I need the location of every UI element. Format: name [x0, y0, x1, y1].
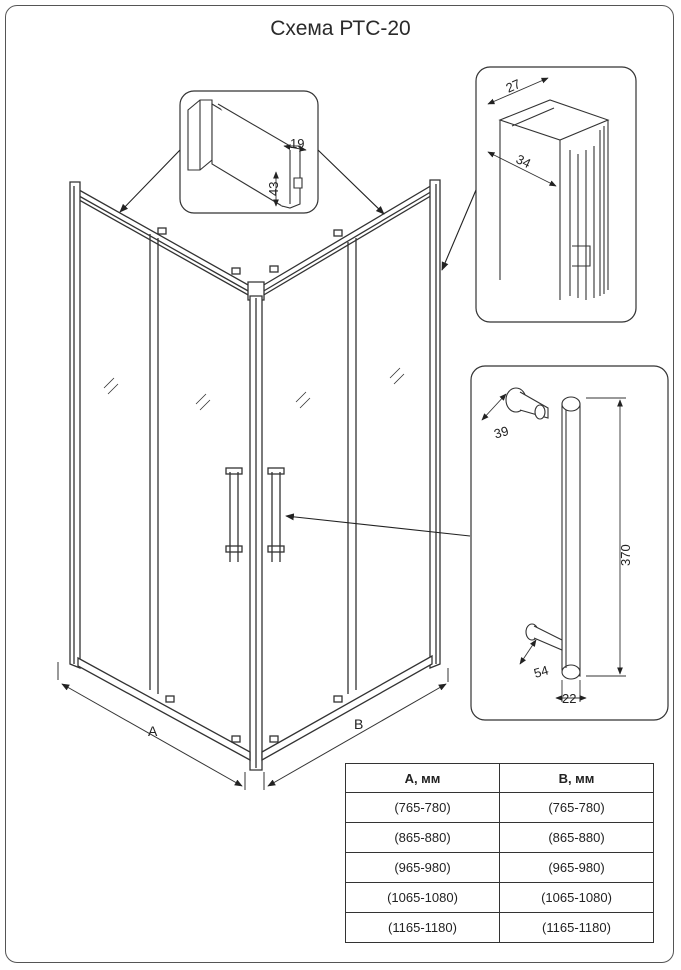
dimension-a-label: A	[148, 723, 158, 739]
corner-dim-top: 27	[503, 76, 523, 96]
table-cell-a: (865-880)	[346, 823, 500, 853]
table-cell-a: (1065-1080)	[346, 883, 500, 913]
table-row	[346, 793, 654, 823]
profile-dim-width: 19	[290, 136, 305, 151]
table-header-row	[346, 764, 654, 793]
handle-dim-length: 370	[618, 544, 633, 566]
corner-detail	[476, 67, 636, 322]
table-cell-b: (1165-1180)	[500, 913, 654, 943]
table-cell-a: (965-980)	[346, 853, 500, 883]
profile-detail	[180, 91, 318, 213]
table-cell-b: (1065-1080)	[500, 883, 654, 913]
handle-callout-arrow	[286, 516, 470, 536]
table-cell-b: (865-880)	[500, 823, 654, 853]
table-row	[346, 913, 654, 943]
handle-dim-mount: 39	[492, 423, 511, 442]
table-cell-b: (765-780)	[500, 793, 654, 823]
table-row	[346, 823, 654, 853]
handle-detail	[471, 366, 668, 720]
profile-dim-height: 43	[266, 181, 281, 196]
size-table	[345, 763, 654, 943]
dimension-b-label: B	[354, 716, 364, 732]
shower-enclosure	[70, 180, 440, 770]
table-cell-a: (765-780)	[346, 793, 500, 823]
table-header-a: A, мм	[346, 764, 500, 793]
diagram-title: Схема РТС-20	[270, 17, 411, 40]
table-row	[346, 853, 654, 883]
table-cell-b: (965-980)	[500, 853, 654, 883]
table-row	[346, 883, 654, 913]
handle-dim-offset: 54	[532, 662, 551, 681]
table-cell-a: (1165-1180)	[346, 913, 500, 943]
corner-callout-arrow	[442, 190, 476, 270]
corner-dim-depth: 34	[513, 151, 534, 172]
handle-dim-diameter: 22	[562, 691, 577, 706]
table-header-b: B, мм	[500, 764, 654, 793]
